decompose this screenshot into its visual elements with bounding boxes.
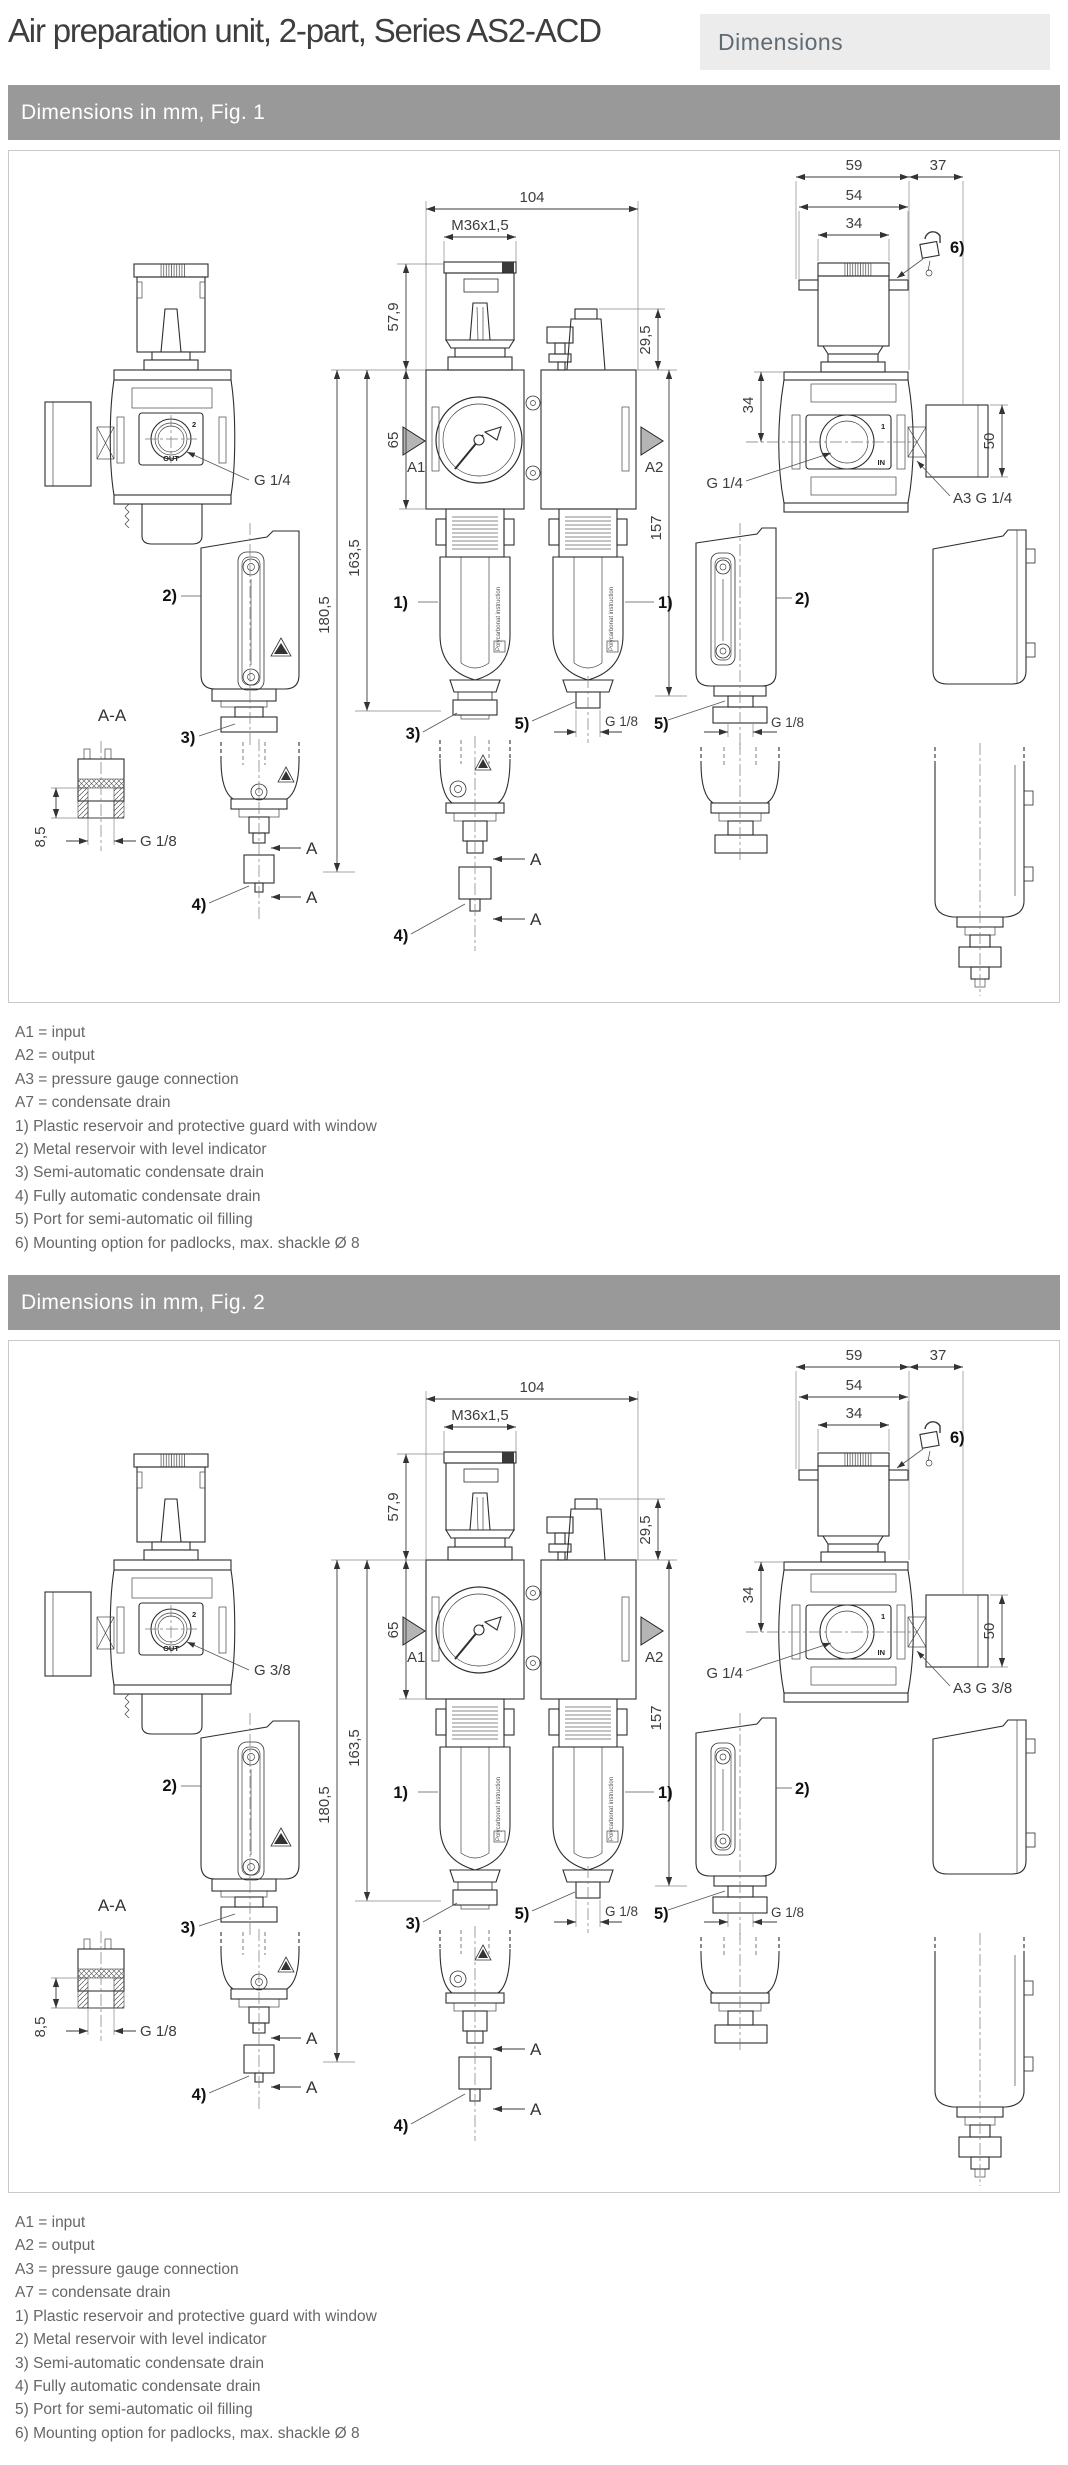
dim-34-top: 34 — [845, 215, 863, 232]
callout-2-right: 2) — [795, 590, 810, 608]
legend-line: A3 = pressure gauge connection — [15, 2260, 239, 2278]
dim-34-side: 34 — [740, 396, 757, 414]
drawing-box — [8, 1340, 1060, 2193]
dim-34-side: 34 — [740, 1586, 757, 1604]
dim-54: 54 — [845, 1377, 863, 1395]
dim-59: 59 — [845, 1347, 863, 1365]
page-header — [0, 0, 1068, 85]
port-in-label: IN — [877, 458, 885, 467]
port-out-label: OUT — [163, 1644, 179, 1654]
section-a-a-view — [32, 1896, 177, 2041]
port-out-label: OUT — [163, 454, 179, 463]
legend-line: A7 = condensate drain — [15, 1094, 171, 1112]
flow-arrow-a2-icon — [641, 1617, 663, 1645]
legend-line: A7 = condensate drain — [15, 2284, 171, 2302]
dim-g18-right: G 1/8 — [771, 715, 805, 730]
callout-6: 6) — [950, 239, 965, 257]
legend-line: A1 = input — [15, 1024, 86, 1041]
figure-legend — [8, 1003, 1060, 1275]
left-drain-variant — [192, 1929, 318, 2109]
section-arrow-a1: A — [306, 839, 318, 858]
port-number-1: 1 — [881, 1612, 886, 1622]
legend-line: 5) Port for semi-automatic oil filling — [15, 2401, 253, 2419]
right-view-reservoirs — [696, 1713, 1035, 2186]
dim-163-5: 163,5 — [346, 1729, 363, 1767]
legend-line: 6) Mounting option for padlocks, max. shackle Ø 8 — [15, 2424, 360, 2442]
legend-line: 4) Fully automatic condensate drain — [15, 1187, 261, 1205]
callout-1-right: 1) — [658, 594, 673, 612]
callout-2-right: 2) — [795, 1780, 810, 1799]
legend-line: A2 = output — [15, 1047, 95, 1065]
g-thread-right-label: G 1/4 — [706, 475, 743, 492]
left-drain-variant — [192, 739, 318, 919]
section-a-a-label: A-A — [97, 706, 127, 725]
callout-3-left: 3) — [180, 729, 196, 747]
callout-5-mid: 5) — [514, 715, 530, 733]
technical-drawing — [9, 151, 1049, 1000]
dim-29-5: 29,5 — [637, 325, 654, 355]
section-arrow-a4: A — [530, 910, 542, 929]
metal-reservoir-left — [162, 1713, 299, 1937]
section-arrow-a4: A — [530, 2100, 542, 2120]
port-number-2: 2 — [192, 1610, 197, 1620]
legend-line: 4) Fully automatic condensate drain — [15, 2377, 261, 2395]
port-a3-label: A3 G 3/8 — [953, 1680, 1013, 1698]
front-view — [316, 1379, 687, 2062]
dim-37: 37 — [929, 157, 947, 174]
reservoir-inscription: Polycarbonat instruction — [496, 1777, 502, 1842]
left-side-view — [45, 1454, 291, 1734]
callout-2-left: 2) — [162, 1777, 177, 1796]
figures-container — [0, 85, 1068, 2465]
section-arrow-a2: A — [306, 888, 318, 907]
section-arrow-a3: A — [530, 2040, 542, 2060]
figure-legend — [8, 2193, 1060, 2465]
callout-4-left: 4) — [191, 896, 207, 914]
dim-163-5: 163,5 — [346, 539, 363, 577]
g-thread-left-label: G 1/4 — [254, 472, 291, 489]
callout-4-left: 4) — [191, 2086, 207, 2105]
figure-header-text: Dimensions in mm, Fig. 1 — [21, 100, 266, 124]
callout-5-mid: 5) — [514, 1905, 530, 1924]
g-thread-left-label: G 3/8 — [254, 1662, 291, 1680]
dim-157: 157 — [648, 515, 665, 541]
legend-line: A3 = pressure gauge connection — [15, 1070, 239, 1088]
legend-line: 5) Port for semi-automatic oil filling — [15, 1211, 253, 1229]
callout-3-left: 3) — [180, 1919, 196, 1938]
port-number-2: 2 — [192, 420, 197, 429]
dim-104: 104 — [519, 1379, 545, 1397]
fig2-section — [8, 1275, 1060, 2465]
section-arrow-a3: A — [530, 850, 542, 869]
legend-line: 6) Mounting option for padlocks, max. shackle Ø 8 — [15, 1234, 360, 1252]
dim-8-5: 8,5 — [32, 826, 49, 848]
legend-line: 1) Plastic reservoir and protective guard with window — [15, 2307, 377, 2325]
figure-header-bar — [8, 85, 1060, 140]
dim-180-5: 180,5 — [316, 1786, 333, 1824]
drawing-box — [8, 150, 1060, 1003]
front-view-reservoirs — [393, 509, 725, 743]
port-number-1: 1 — [881, 422, 886, 431]
section-a-a-label: A-A — [97, 1896, 127, 1916]
callout-5-right: 5) — [654, 715, 669, 733]
callout-4-mid: 4) — [393, 2117, 409, 2136]
padlock-icon — [920, 1422, 940, 1466]
g-thread-right-label: G 1/4 — [706, 1665, 743, 1683]
padlock-icon — [920, 232, 940, 276]
dim-m36: M36x1,5 — [451, 217, 509, 234]
dim-g18-mid: G 1/8 — [605, 1904, 639, 1920]
dim-59: 59 — [845, 157, 863, 174]
callout-1-right: 1) — [658, 1784, 673, 1803]
front-view — [316, 189, 687, 872]
callout-4-mid: 4) — [393, 927, 409, 945]
dim-29-5: 29,5 — [637, 1515, 654, 1545]
section-arrow-a2: A — [306, 2078, 318, 2098]
legend-line: A2 = output — [15, 2237, 95, 2255]
legend-line: 1) Plastic reservoir and protective guard with window — [15, 1117, 377, 1135]
dim-50: 50 — [981, 432, 998, 450]
section-arrow-a1: A — [306, 2029, 318, 2049]
mid-drain-variant — [394, 1926, 542, 2141]
figure-header-bar — [8, 1275, 1060, 1330]
legend-line: 2) Metal reservoir with level indicator — [15, 2331, 267, 2349]
tab-dimensions[interactable] — [700, 14, 1050, 70]
dim-8-5: 8,5 — [32, 2016, 49, 2038]
legend-line: 3) Semi-automatic condensate drain — [15, 2354, 264, 2372]
callout-2-left: 2) — [162, 587, 177, 605]
legend-line: 2) Metal reservoir with level indicator — [15, 1141, 267, 1159]
callout-3-mid: 3) — [405, 725, 421, 743]
callout-5-right: 5) — [654, 1905, 669, 1924]
technical-drawing — [9, 1341, 1049, 2190]
callout-1-left: 1) — [393, 594, 408, 612]
front-view-reservoirs — [393, 1699, 725, 1933]
tab-dimensions-label: Dimensions — [718, 28, 844, 55]
dim-50: 50 — [981, 1622, 998, 1640]
dim-65: 65 — [385, 431, 402, 449]
dim-37: 37 — [929, 1347, 947, 1365]
dim-54: 54 — [845, 187, 863, 204]
page-title: Air preparation unit, 2-part, Series AS2-ACD — [8, 12, 601, 49]
port-a3-label: A3 G 1/4 — [953, 490, 1013, 507]
legend-line: 3) Semi-automatic condensate drain — [15, 1164, 264, 1182]
reservoir-inscription: Polycarbonat instruction — [609, 1777, 615, 1842]
dim-57-9: 57,9 — [385, 302, 402, 332]
right-side-view — [706, 1347, 1012, 1702]
port-in-label: IN — [877, 1648, 885, 1658]
dim-57-9: 57,9 — [385, 1492, 402, 1522]
callout-6: 6) — [950, 1429, 965, 1448]
dim-g18-section: G 1/8 — [140, 2023, 177, 2041]
legend-line: A1 = input — [15, 2214, 86, 2232]
dim-34-top: 34 — [845, 1405, 863, 1423]
port-a2-label: A2 — [645, 459, 664, 476]
dim-g18-right: G 1/8 — [771, 1905, 805, 1921]
port-a2-label: A2 — [645, 1649, 664, 1667]
section-a-a-view — [32, 706, 177, 851]
callout-3-mid: 3) — [405, 1915, 421, 1934]
right-side-view — [706, 157, 1012, 512]
right-view-reservoirs — [696, 523, 1035, 996]
dim-m36: M36x1,5 — [451, 1407, 509, 1425]
fig1-section — [8, 85, 1060, 1275]
dim-157: 157 — [648, 1705, 665, 1731]
dim-65: 65 — [385, 1621, 402, 1639]
metal-reservoir-left — [162, 523, 299, 747]
left-side-view — [45, 264, 291, 544]
reservoir-inscription: Polycarbonat instruction — [609, 586, 615, 652]
port-a1-label: A1 — [407, 459, 426, 476]
dim-104: 104 — [519, 189, 545, 206]
mid-drain-variant — [394, 736, 542, 951]
figure-header-text: Dimensions in mm, Fig. 2 — [21, 1290, 266, 1314]
dim-g18-section: G 1/8 — [140, 833, 177, 850]
dim-180-5: 180,5 — [316, 596, 333, 634]
flow-arrow-a2-icon — [641, 427, 663, 455]
callout-1-left: 1) — [393, 1784, 408, 1803]
reservoir-inscription: Polycarbonat instruction — [496, 586, 502, 652]
dim-g18-mid: G 1/8 — [605, 714, 639, 729]
port-a1-label: A1 — [407, 1649, 426, 1667]
